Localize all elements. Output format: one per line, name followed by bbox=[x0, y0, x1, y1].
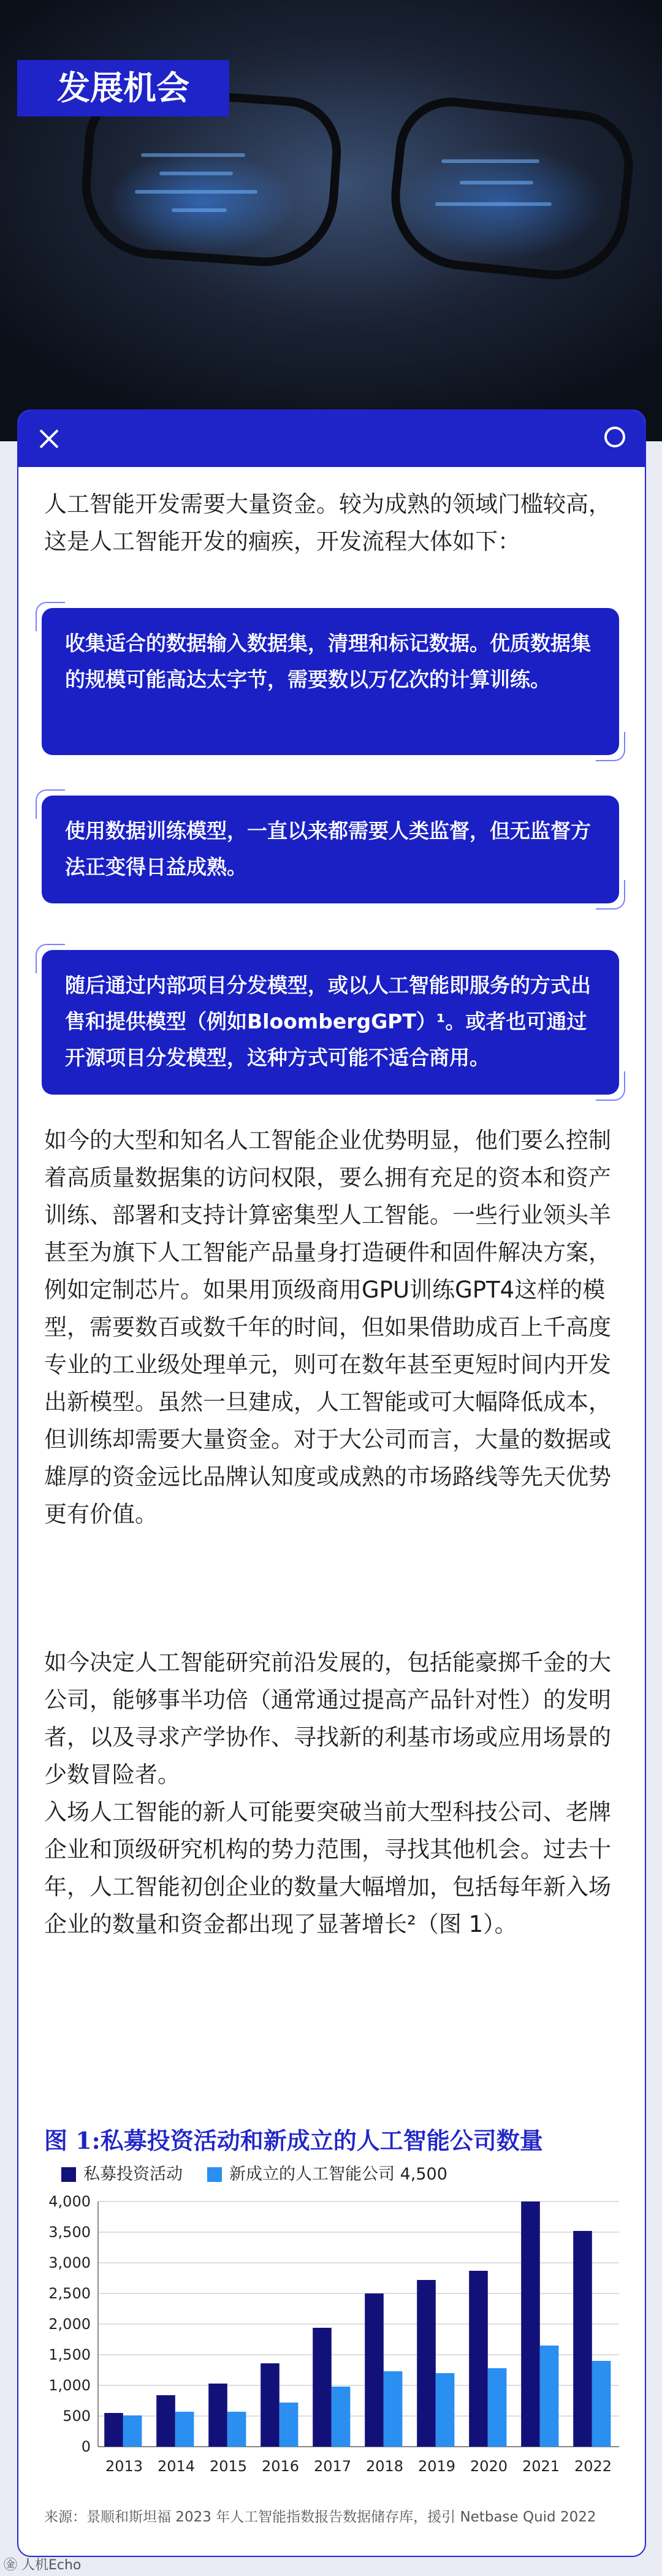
chart-source: 来源：景顺和斯坦福 2023 年人工智能指数报告数据储存库，援引 Netbase Quid 2022 bbox=[44, 2509, 596, 2525]
body-paragraph: 如今的大型和知名人工智能企业优势明显，他们要么控制着高质量数据集的访问权限，要么拥有充足的资本和资产训练、部署和支持计算密集型人工智能。一些行业领头羊甚至为旗下人工智能产品量身打造硬件和固件解决方案，例如定制芯片。如果用顶级商用GPU训练GPT4这样的模型，需要数百或数千年的时间，但如果借助成百上千高度专业的工业级处理单元，则可在数年甚至更短时间内开发出新模型。虽然一旦建成，人工智能或可大幅降低成本，但训练却需要大量资金。对于大公司而言，大量的数据或雄厚的资金远比品牌认知度或成熟的市场路线等先天优势更有价值。 bbox=[44, 1127, 611, 1527]
bar-chart bbox=[31, 2159, 631, 2490]
y-tick-label: 1,500 bbox=[48, 2346, 91, 2363]
reflection-line bbox=[135, 190, 257, 194]
x-tick-label: 2022 bbox=[574, 2458, 612, 2475]
bar bbox=[175, 2412, 194, 2447]
y-tick-label: 1,000 bbox=[48, 2377, 91, 2394]
bar bbox=[521, 2202, 540, 2447]
bar bbox=[573, 2231, 592, 2447]
bar bbox=[332, 2387, 351, 2447]
x-tick-label: 2018 bbox=[365, 2458, 404, 2475]
bar bbox=[261, 2363, 280, 2447]
reflection-line bbox=[460, 181, 533, 184]
bar bbox=[227, 2412, 246, 2447]
section-title: 发展机会 bbox=[17, 60, 229, 116]
reflection-line bbox=[141, 153, 245, 157]
x-tick-label: 2014 bbox=[157, 2458, 196, 2475]
legend-swatch bbox=[207, 2167, 222, 2182]
bar bbox=[313, 2328, 332, 2447]
x-tick-label: 2021 bbox=[522, 2458, 560, 2475]
bar bbox=[123, 2415, 142, 2447]
y-tick-label: 500 bbox=[63, 2407, 91, 2425]
y-tick-label: 2,500 bbox=[48, 2285, 91, 2302]
panel-header-bar bbox=[18, 411, 645, 467]
y-tick-label: 2,000 bbox=[48, 2316, 91, 2333]
bar bbox=[417, 2280, 436, 2447]
x-tick-label: 2017 bbox=[313, 2458, 352, 2475]
circle-icon[interactable] bbox=[604, 427, 625, 447]
process-step-distribute: 随后通过内部项目分发模型，或以人工智能即服务的方式出售和提供模型（例如BloombergGPT）¹。或者也可通过开源项目分发模型，这种方式可能不适合商用。 bbox=[42, 950, 619, 1095]
bar bbox=[365, 2293, 384, 2447]
bar bbox=[104, 2413, 123, 2447]
bar bbox=[592, 2361, 611, 2447]
y-tick-label: 3,500 bbox=[48, 2224, 91, 2241]
content-panel bbox=[17, 409, 646, 2557]
x-tick-label: 2013 bbox=[105, 2458, 143, 2475]
process-step-train: 使用数据训练模型，一直以来都需要人类监督，但无监督方法正变得日益成熟。 bbox=[42, 796, 619, 903]
x-tick-label: 2016 bbox=[261, 2458, 300, 2475]
bar bbox=[208, 2384, 227, 2447]
brand-watermark: ㊎ 人机Echo bbox=[4, 2558, 82, 2573]
x-tick-label: 2015 bbox=[209, 2458, 248, 2475]
bar bbox=[280, 2403, 299, 2447]
reflection-line bbox=[435, 202, 552, 206]
process-step-collect: 收集适合的数据输入数据集，清理和标记数据。优质数据集的规模可能高达太字节，需要数以万亿次的计算训练。 bbox=[42, 608, 619, 755]
x-tick-label: 2020 bbox=[470, 2458, 508, 2475]
bar bbox=[540, 2346, 559, 2447]
reflection-line bbox=[441, 159, 539, 163]
legend-label: 新成立的人工智能公司 4,500 bbox=[229, 2165, 447, 2184]
bar bbox=[436, 2373, 455, 2447]
bar bbox=[156, 2395, 175, 2447]
bar bbox=[384, 2371, 403, 2447]
y-tick-label: 4,000 bbox=[48, 2193, 91, 2210]
reflection-line bbox=[159, 172, 233, 175]
intro-paragraph: 人工智能开发需要大量资金。较为成熟的领域门槛较高，这是人工智能开发的痼疾，开发流程大体如下： bbox=[44, 491, 611, 555]
y-tick-label: 0 bbox=[81, 2438, 91, 2455]
body-paragraph: 如今决定人工智能研究前沿发展的，包括能豪掷千金的大公司，能够事半功倍（通常通过提高产品针对性）的发明者，以及寻求产学协作、寻找新的利基市场或应用场景的少数冒险者。 bbox=[44, 1649, 611, 1788]
bar bbox=[469, 2271, 488, 2447]
y-tick-label: 3,000 bbox=[48, 2254, 91, 2271]
hero-banner bbox=[0, 0, 662, 441]
body-paragraph: 入场人工智能的新人可能要突破当前大型科技公司、老牌企业和顶级研究机构的势力范围，寻找其他机会。过去十年，人工智能初创企业的数量大幅增加，包括每年新入场企业的数量和资金都出现了显著增长²（图 1）。 bbox=[44, 1799, 611, 1937]
x-tick-label: 2019 bbox=[417, 2458, 456, 2475]
legend-swatch bbox=[61, 2167, 76, 2182]
legend-label: 私募投资活动 bbox=[83, 2165, 183, 2184]
glasses-right-lens bbox=[384, 92, 639, 286]
close-icon[interactable] bbox=[37, 427, 61, 451]
reflection-line bbox=[172, 208, 227, 212]
bar bbox=[488, 2368, 507, 2447]
chart-title: 图 1:私募投资活动和新成立的人工智能公司数量 bbox=[44, 2127, 543, 2154]
